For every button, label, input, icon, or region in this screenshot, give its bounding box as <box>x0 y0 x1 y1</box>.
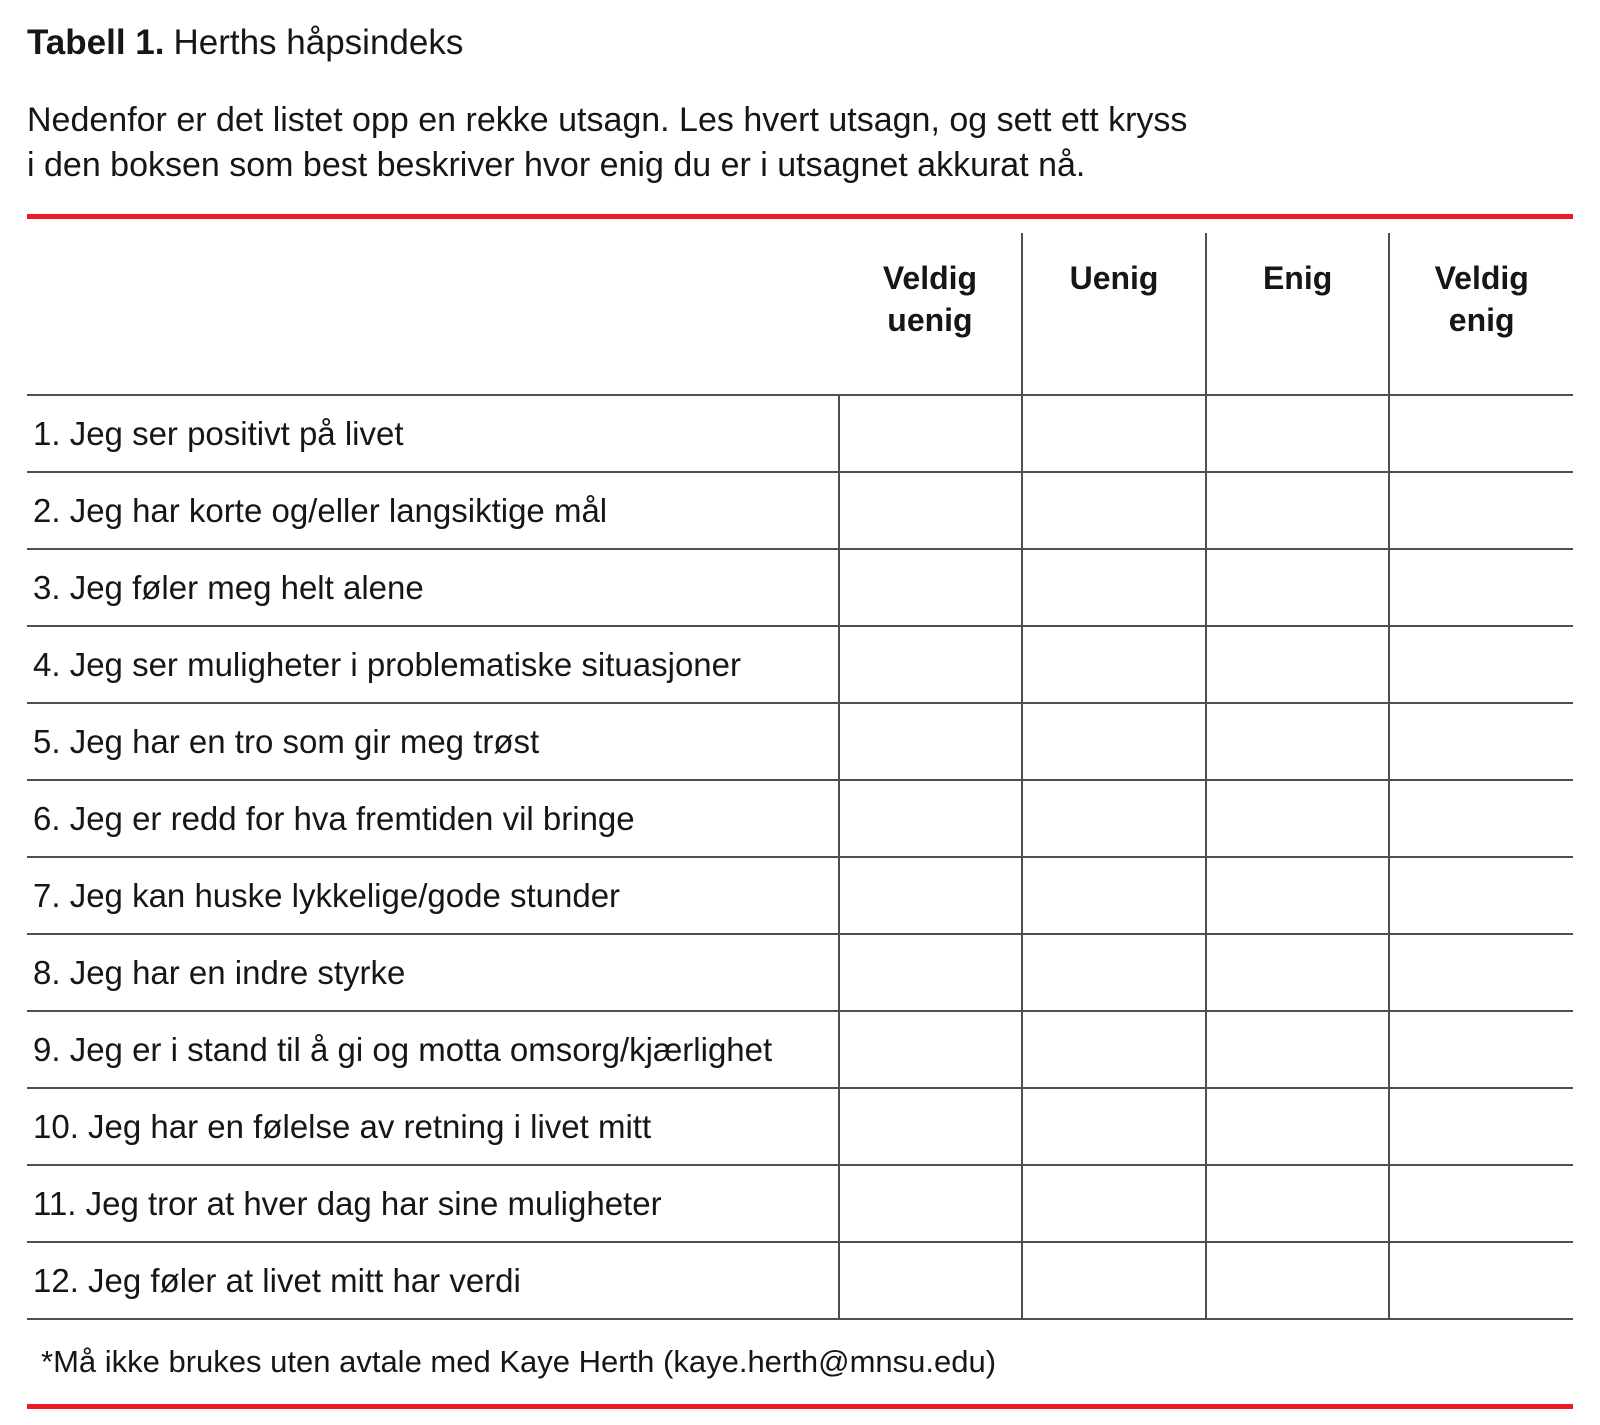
header-label: Veldig enig <box>1434 260 1529 338</box>
answer-cell <box>839 934 1023 1011</box>
answer-cell <box>1389 1088 1573 1165</box>
answer-cell <box>1389 857 1573 934</box>
answer-cell <box>1389 549 1573 626</box>
answer-cell <box>1206 857 1390 934</box>
answer-cell <box>1206 395 1390 472</box>
table-row <box>27 703 1573 780</box>
statement-cell: 10. Jeg har en følelse av retning i livet mitt <box>27 1088 839 1165</box>
answer-cell <box>1022 780 1206 857</box>
answer-cell <box>1022 1011 1206 1088</box>
statement-cell: 9. Jeg er i stand til å gi og motta omsorg/kjærlighet <box>27 1011 839 1088</box>
answer-cell <box>1022 1165 1206 1242</box>
header-row <box>27 233 1573 395</box>
header-label: Veldig uenig <box>882 260 978 338</box>
answer-cell <box>839 1242 1023 1319</box>
header-label: Uenig <box>1069 260 1159 296</box>
answer-cell <box>1206 1088 1390 1165</box>
table-row <box>27 780 1573 857</box>
document-page <box>0 24 1600 1409</box>
answer-cell <box>1206 934 1390 1011</box>
answer-cell <box>1389 703 1573 780</box>
answer-cell <box>1389 1242 1573 1319</box>
statement-cell: 4. Jeg ser muligheter i problematiske situasjoner <box>27 626 839 703</box>
intro-line-1: Nedenfor er det listet opp en rekke utsagn. Les hvert utsagn, og sett ett kryss <box>27 101 1188 139</box>
table-caption-title: Herths håpsindeks <box>173 23 464 62</box>
header-cell-uenig <box>1022 233 1206 395</box>
table-caption <box>27 24 1573 62</box>
table-row <box>27 1088 1573 1165</box>
table-row <box>27 395 1573 472</box>
answer-cell <box>1022 1088 1206 1165</box>
answer-cell <box>1389 1165 1573 1242</box>
table-row <box>27 472 1573 549</box>
answer-cell <box>1206 703 1390 780</box>
statement-cell: 12. Jeg føler at livet mitt har verdi <box>27 1242 839 1319</box>
header-cell-empty <box>27 233 839 395</box>
answer-cell <box>1389 472 1573 549</box>
table-row <box>27 1011 1573 1088</box>
answer-cell <box>839 1011 1023 1088</box>
intro-paragraph <box>27 98 1573 188</box>
footnote: *Må ikke brukes uten avtale med Kaye Herth (kaye.herth@mnsu.edu) <box>41 1344 997 1379</box>
answer-cell <box>839 1165 1023 1242</box>
statement-cell: 1. Jeg ser positivt på livet <box>27 395 839 472</box>
answer-cell <box>839 395 1023 472</box>
answer-cell <box>1022 626 1206 703</box>
answer-cell <box>839 1088 1023 1165</box>
answer-cell <box>1022 549 1206 626</box>
answer-cell <box>839 857 1023 934</box>
table-row <box>27 1165 1573 1242</box>
answer-cell <box>1206 472 1390 549</box>
answer-cell <box>1389 780 1573 857</box>
answer-cell <box>1389 934 1573 1011</box>
statement-cell: 6. Jeg er redd for hva fremtiden vil bringe <box>27 780 839 857</box>
answer-cell <box>1022 703 1206 780</box>
statement-cell: 3. Jeg føler meg helt alene <box>27 549 839 626</box>
bottom-red-rule <box>27 1404 1573 1409</box>
answer-cell <box>839 472 1023 549</box>
table-row <box>27 626 1573 703</box>
intro-line-2: i den boksen som best beskriver hvor enig du er i utsagnet akkurat nå. <box>27 146 1086 184</box>
statement-cell: 8. Jeg har en indre styrke <box>27 934 839 1011</box>
statement-cell: 2. Jeg har korte og/eller langsiktige mål <box>27 472 839 549</box>
statement-cell: 11. Jeg tror at hver dag har sine muligheter <box>27 1165 839 1242</box>
answer-cell <box>1206 1242 1390 1319</box>
hope-index-table <box>27 233 1573 1320</box>
answer-cell <box>1206 780 1390 857</box>
table-row <box>27 934 1573 1011</box>
table-row <box>27 1242 1573 1319</box>
header-cell-veldig-enig <box>1389 233 1573 395</box>
answer-cell <box>1022 395 1206 472</box>
answer-cell <box>839 626 1023 703</box>
answer-cell <box>1206 1011 1390 1088</box>
answer-cell <box>1022 472 1206 549</box>
answer-cell <box>1389 626 1573 703</box>
answer-cell <box>1022 1242 1206 1319</box>
answer-cell <box>1206 1165 1390 1242</box>
header-label: Enig <box>1262 260 1333 296</box>
answer-cell <box>839 780 1023 857</box>
answer-cell <box>839 549 1023 626</box>
statement-cell: 5. Jeg har en tro som gir meg trøst <box>27 703 839 780</box>
answer-cell <box>1022 857 1206 934</box>
answer-cell <box>1022 934 1206 1011</box>
table-row <box>27 549 1573 626</box>
answer-cell <box>1206 549 1390 626</box>
header-cell-enig <box>1206 233 1390 395</box>
answer-cell <box>1389 1011 1573 1088</box>
table-row <box>27 857 1573 934</box>
top-red-rule <box>27 214 1573 219</box>
answer-cell <box>1206 626 1390 703</box>
answer-cell <box>1389 395 1573 472</box>
answer-cell <box>839 703 1023 780</box>
header-cell-veldig-uenig <box>839 233 1023 395</box>
table-caption-label: Tabell 1. <box>27 23 165 62</box>
statement-cell: 7. Jeg kan huske lykkelige/gode stunder <box>27 857 839 934</box>
